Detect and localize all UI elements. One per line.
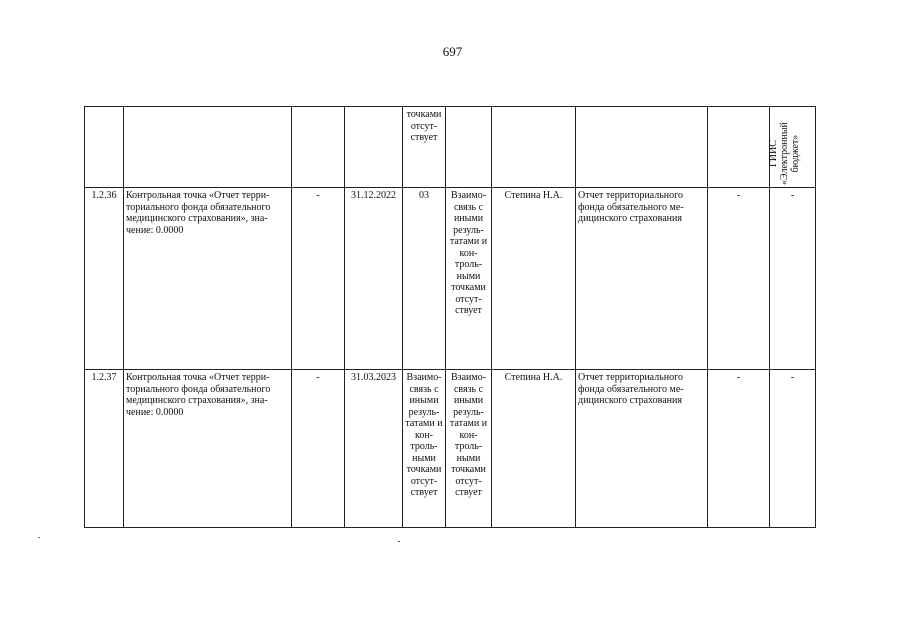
cell-type: Взаимо- связь с иными резуль- татами и кон- троль- ными точками отсут- ствует [403, 370, 446, 528]
cell-end: 31.12.2022 [345, 188, 403, 370]
cell-name: Контрольная точка «Отчет терри- ториального фонда обязательного медицинского страхования», зна- чение: 0.0000 [124, 370, 292, 528]
scan-speck [398, 541, 400, 542]
cell-system: - [770, 370, 816, 528]
cell-start: - [292, 370, 345, 528]
table-row [85, 370, 816, 528]
cell-responsible: Степина Н.А. [492, 188, 576, 370]
cell-end [345, 107, 403, 188]
cell-level: - [708, 188, 770, 370]
cell-system-header [767, 107, 816, 188]
cell-end: 31.03.2023 [345, 370, 403, 528]
cell-level: - [708, 370, 770, 528]
cell-document: Отчет территориального фонда обязательного ме- дицинского страхования [576, 370, 708, 528]
cell-relation-continued [403, 107, 446, 188]
cell-start [292, 107, 345, 188]
page-number: 697 [442, 44, 463, 59]
cell-document: Отчет территориального фонда обязательного ме- дицинского страхования [576, 188, 708, 370]
cell-relation [446, 107, 492, 188]
cell-relation: Взаимо- связь с иными резуль- татами и кон- троль- ными точками отсут- ствует [446, 188, 492, 370]
cell-name [124, 107, 292, 188]
system-header-text: ГИИС «Электронный бюджет» [767, 122, 801, 185]
cell-system: - [770, 188, 816, 370]
cell-num: 1.2.36 [85, 188, 124, 370]
scan-speck [38, 537, 40, 538]
cell-name: Контрольная точка «Отчет терри- ториального фонда обязательного медицинского страхования», зна- чение: 0.0000 [124, 188, 292, 370]
cell-relation: Взаимо- связь с иными резуль- татами и кон- троль- ными точками отсут- ствует [446, 370, 492, 528]
table-row [85, 188, 816, 370]
cell-responsible [492, 107, 576, 188]
control-points-table [84, 106, 816, 528]
cell-document [576, 107, 708, 188]
cell-num [85, 107, 124, 188]
cell-responsible: Степина Н.А. [492, 370, 576, 528]
relation-continued-text: точками отсут- ствует [406, 109, 442, 143]
cell-num: 1.2.37 [85, 370, 124, 528]
cell-start: - [292, 188, 345, 370]
cell-type: 03 [403, 188, 446, 370]
table-row-continuation [85, 107, 816, 188]
cell-level [708, 107, 770, 188]
